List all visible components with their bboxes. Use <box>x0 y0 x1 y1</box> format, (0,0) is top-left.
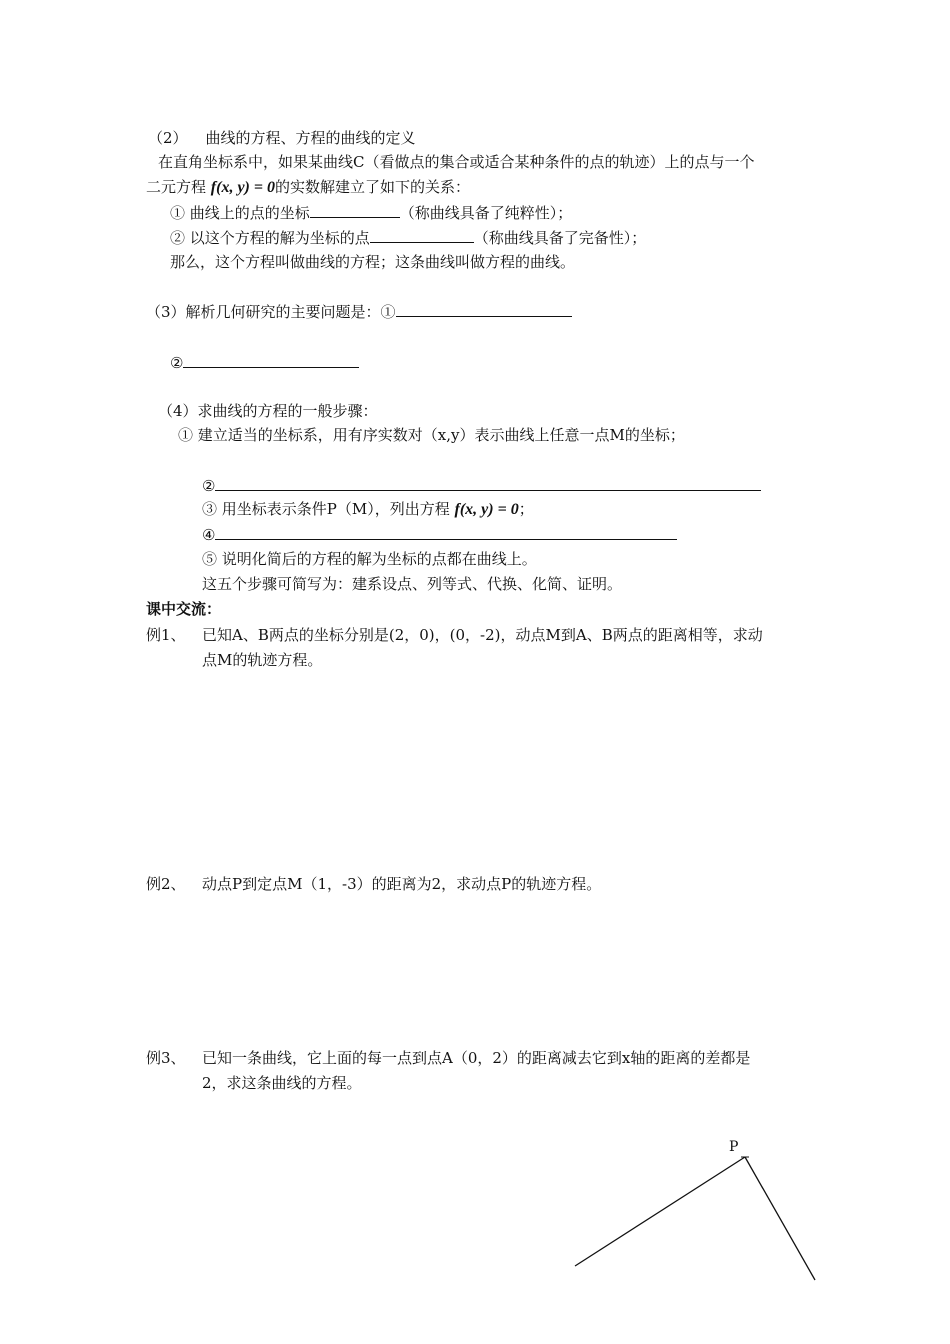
section-3-heading: （3）解析几何研究的主要问题是：① <box>146 301 572 322</box>
formula-fxy-step3: f(x, y) = 0 <box>454 501 519 518</box>
definition-item-2: ② 以这个方程的解为坐标的点 （称曲线具备了完备性）； <box>170 229 647 247</box>
step-3: ③ 用坐标表示条件P（M），列出方程 f(x, y) = 0； <box>202 500 534 518</box>
steps-summary: 这五个步骤可简写为：建系设点、列等式、代换、化简、证明。 <box>202 575 623 593</box>
example-3-label: 例3、 <box>146 1049 186 1067</box>
definition-intro-line1: 在直角坐标系中，如果某曲线C（看做点的集合或适合某种条件的点的轨迹）上的点与一个 <box>158 153 755 171</box>
step-2: ② <box>202 475 761 496</box>
class-exchange-heading: 课中交流： <box>146 600 222 618</box>
definition-item-1: ① 曲线上的点的坐标 （称曲线具备了纯粹性）； <box>170 204 573 222</box>
section-2-number: （2） <box>148 129 188 147</box>
definition-conclusion: 那么，这个方程叫做曲线的方程；这条曲线叫做方程的曲线。 <box>170 253 576 271</box>
section-3-item-2: ② <box>170 352 359 373</box>
figure-left-segment <box>575 1157 745 1266</box>
step-4: ④ <box>202 524 677 545</box>
example-1-line2: 点M的轨迹方程。 <box>202 651 323 669</box>
section-4-heading: （4）求曲线的方程的一般步骤： <box>158 402 378 420</box>
example-3-line1: 已知一条曲线，它上面的每一点到点A（0，2）的距离减去它到x轴的距离的差都是 <box>202 1049 751 1067</box>
definition-intro-line2: 二元方程 f(x, y) = 0的实数解建立了如下的关系： <box>146 178 470 196</box>
example-2-text: 动点P到定点M（1，-3）的距离为2，求动点P的轨迹方程。 <box>202 875 602 893</box>
section-2-title: 曲线的方程、方程的曲线的定义 <box>205 129 416 147</box>
example-2-label: 例2、 <box>146 875 186 893</box>
example-3-line2: 2，求这条曲线的方程。 <box>202 1074 362 1092</box>
example-1-line1: 已知A、B两点的坐标分别是(2，0)，(0，-2)，动点M到A、B两点的距离相等，求动 <box>202 626 763 644</box>
step-1: ① 建立适当的坐标系，用有序实数对（x,y）表示曲线上任意一点M的坐标； <box>178 426 685 444</box>
example-1-label: 例1、 <box>146 626 186 644</box>
figure-right-segment <box>745 1157 815 1280</box>
step-5: ⑤ 说明化简后的方程的解为坐标的点都在曲线上。 <box>202 550 537 568</box>
formula-fxy: f(x, y) = 0 <box>210 179 275 196</box>
figure-point-label: P <box>729 1139 739 1155</box>
